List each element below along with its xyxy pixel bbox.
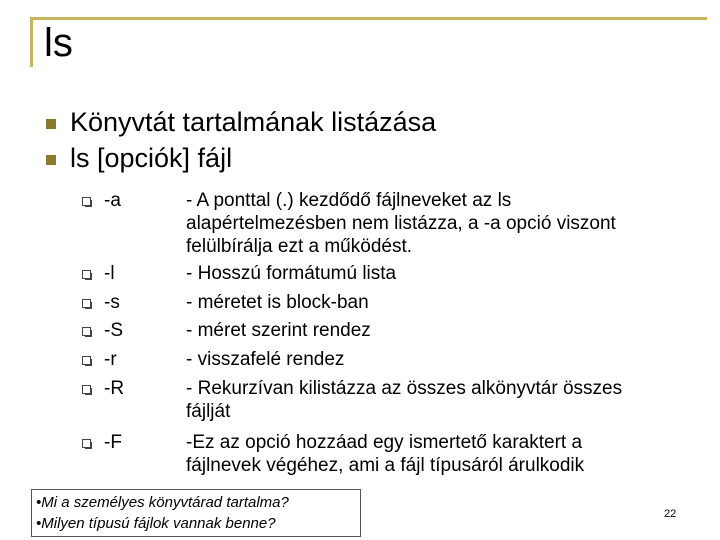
option-flag: -r	[104, 349, 117, 370]
option-flag: -s	[104, 292, 120, 313]
sub-bullet-box-icon	[82, 197, 91, 206]
bullet-text: ls [opciók] fájl	[70, 143, 233, 173]
question-note-box	[31, 489, 361, 537]
bullet-square-icon	[46, 155, 56, 165]
option-flag: -F	[104, 432, 122, 453]
sub-bullet-box-icon	[82, 299, 91, 308]
option-flag: -R	[104, 378, 125, 399]
option-description: -Ez az opció hozzáad egy ismertető karaktert a fájlnevek végéhez, ami a fájl típusáról árulkodik	[186, 432, 585, 476]
option-description: - méret szerint rendez	[186, 320, 371, 341]
sub-bullet-box-icon	[82, 270, 91, 279]
frame-top-rule	[30, 17, 707, 20]
frame-left-rule	[30, 17, 33, 67]
slide-title: ls	[44, 21, 73, 65]
option-flag: -l	[104, 263, 115, 284]
sub-bullet-box-icon	[82, 327, 91, 336]
option-flag: -S	[104, 320, 123, 341]
option-description: - méretet is block-ban	[186, 292, 369, 313]
sub-bullet-box-icon	[82, 385, 91, 394]
sub-bullet-box-icon	[82, 356, 91, 365]
option-description: - A ponttal (.) kezdődő fájlneveket az ls alapértelmezésben nem listázza, a -a opció viszont felülbírálja ezt a működést.	[186, 190, 616, 257]
option-flag: -a	[104, 190, 121, 211]
option-description: - Hosszú formátumú lista	[186, 263, 397, 284]
option-description: - Rekurzívan kilistázza az összes alkönyvtár összes fájlját	[186, 378, 623, 422]
page-number: 22	[664, 508, 677, 520]
bullet-square-icon	[46, 119, 56, 129]
question-line: •Milyen típusú fájlok vannak benne?	[36, 515, 276, 532]
question-line: •Mi a személyes könyvtárad tartalma?	[36, 494, 289, 511]
bullet-text: Könyvtát tartalmának listázása	[70, 107, 437, 137]
option-description: - visszafelé rendez	[186, 349, 345, 370]
sub-bullet-box-icon	[82, 439, 91, 448]
